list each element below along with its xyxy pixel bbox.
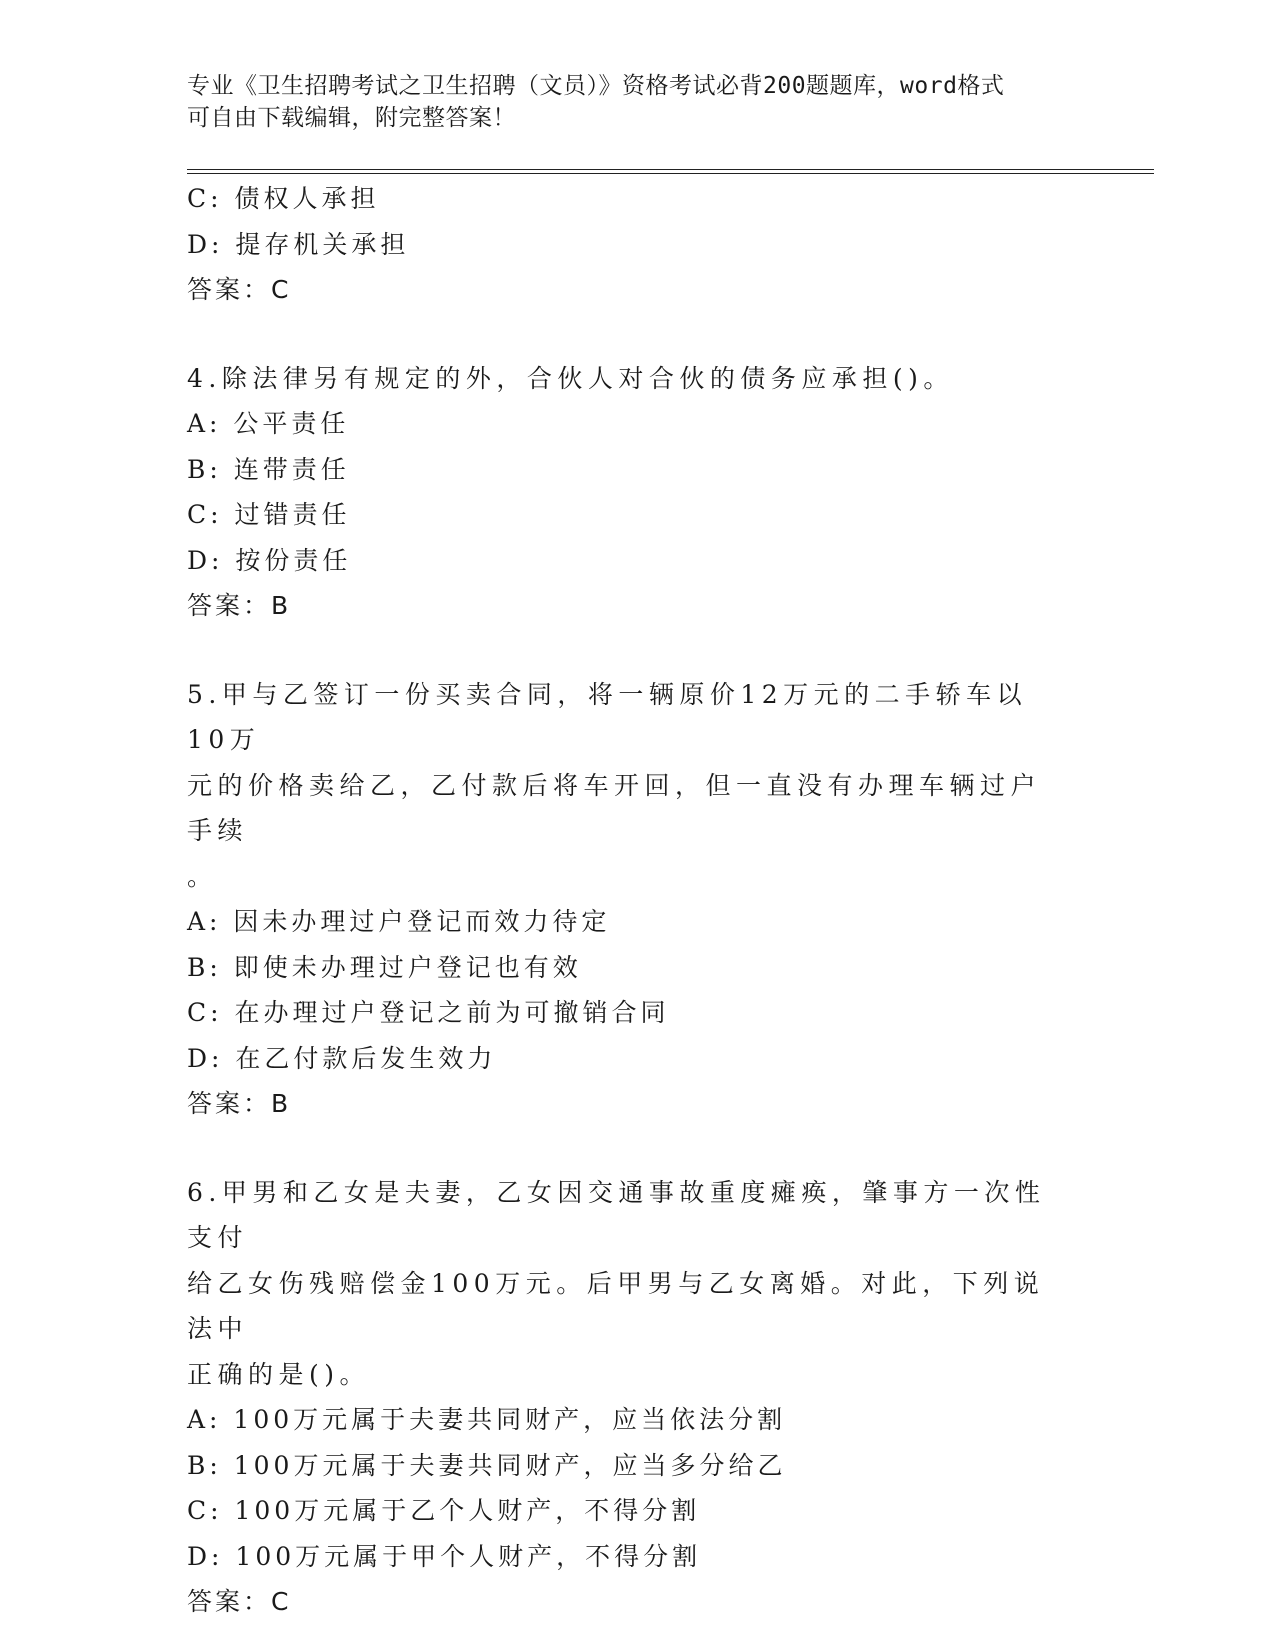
option-c: C: 100万元属于乙个人财产，不得分割 bbox=[187, 1496, 701, 1525]
answer-line: 答案：B bbox=[187, 1089, 292, 1118]
document-header bbox=[187, 70, 1067, 134]
question-5 bbox=[187, 672, 1147, 1127]
header-title-line-2: 可自由下载编辑，附完整答案！ bbox=[187, 105, 516, 131]
question-text-line-2: 元的价格卖给乙，乙付款后将车开回，但一直没有办理车辆过户手续 bbox=[187, 770, 1042, 845]
question-text-line-1: 6.甲男和乙女是夫妻，乙女因交通事故重度瘫痪，肇事方一次性支付 bbox=[187, 1177, 1046, 1252]
answer-line: 答案：C bbox=[187, 1587, 292, 1616]
question-text-line-1: 5.甲与乙签订一份买卖合同，将一辆原价12万元的二手轿车以10万 bbox=[187, 679, 1028, 754]
option-d: D: 按份责任 bbox=[187, 545, 352, 575]
answer-line: 答案：C bbox=[187, 275, 292, 304]
option-a: A: 100万元属于夫妻共同财产，应当依法分割 bbox=[187, 1405, 787, 1434]
question-4 bbox=[187, 356, 1147, 629]
question-text-line-3: 。 bbox=[187, 861, 218, 891]
option-b: B: 连带责任 bbox=[187, 454, 350, 484]
option-c: C: 债权人承担 bbox=[187, 184, 380, 213]
option-c: C: 过错责任 bbox=[187, 500, 351, 529]
option-a: A: 因未办理过户登记而效力待定 bbox=[187, 907, 611, 936]
header-title-line-1: 专业《卫生招聘考试之卫生招聘（文员）》资格考试必背200题题库，word格式 bbox=[187, 73, 1005, 99]
question-text-line-3: 正确的是()。 bbox=[187, 1359, 371, 1389]
question-3-continuation bbox=[187, 176, 1147, 313]
question-text-line-2: 给乙女伤残赔偿金100万元。后甲男与乙女离婚。对此，下列说法中 bbox=[187, 1268, 1045, 1343]
divider-line-top bbox=[187, 169, 1154, 170]
option-b: B: 即使未办理过户登记也有效 bbox=[187, 952, 582, 982]
answer-line: 答案：B bbox=[187, 591, 292, 620]
header-divider bbox=[187, 169, 1154, 174]
question-6 bbox=[187, 1170, 1147, 1625]
question-text: 4.除法律另有规定的外，合伙人对合伙的债务应承担()。 bbox=[187, 363, 954, 393]
option-c: C: 在办理过户登记之前为可撤销合同 bbox=[187, 998, 670, 1027]
document-page bbox=[187, 70, 1147, 1625]
option-b: B: 100万元属于夫妻共同财产，应当多分给乙 bbox=[187, 1450, 787, 1480]
option-d: D: 100万元属于甲个人财产，不得分割 bbox=[187, 1541, 702, 1571]
option-a: A: 公平责任 bbox=[187, 409, 350, 438]
divider-line-bottom bbox=[187, 173, 1154, 174]
option-d: D: 提存机关承担 bbox=[187, 229, 410, 259]
option-d: D: 在乙付款后发生效力 bbox=[187, 1043, 497, 1073]
